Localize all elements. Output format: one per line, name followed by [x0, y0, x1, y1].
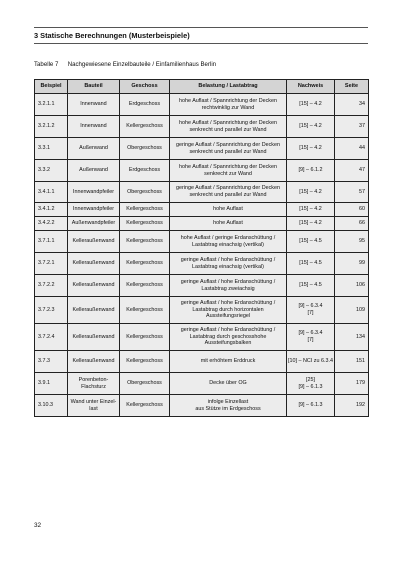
cell-geschoss: Obergeschoss — [120, 138, 170, 160]
results-table — [34, 79, 369, 417]
header-belastung: Belastung / Lastabtrag — [170, 80, 287, 94]
cell-nachweis: [10] – NCI zu 6.3.4 — [287, 351, 335, 373]
cell-seite: 95 — [335, 231, 369, 253]
cell-geschoss: Erdgeschoss — [120, 160, 170, 182]
cell-geschoss: Obergeschoss — [120, 373, 170, 395]
cell-belastung: hohe Auflast / Spannrichtung der Decken senkrecht und parallel zur Wand — [170, 116, 287, 138]
header-nachweis: Nachweis — [287, 80, 335, 94]
cell-nachweis: [9] – 6.3.4 [7] — [287, 297, 335, 324]
cell-geschoss: Kellergeschoss — [120, 395, 170, 417]
cell-seite: 66 — [335, 217, 369, 231]
table-row — [35, 373, 369, 395]
cell-beispiel: 3.7.1.1 — [35, 231, 68, 253]
cell-seite: 179 — [335, 373, 369, 395]
cell-bauteil: Kelleraußenwand — [68, 275, 120, 297]
table-row — [35, 94, 369, 116]
heading-rule — [34, 43, 368, 44]
cell-belastung: geringe Auflast / Spannrichtung der Decken senkrecht und parallel zur Wand — [170, 138, 287, 160]
cell-beispiel: 3.4.1.1 — [35, 182, 68, 203]
cell-nachweis: [25] [9] – 6.1.3 — [287, 373, 335, 395]
cell-belastung: mit erhöhtem Erddruck — [170, 351, 287, 373]
cell-geschoss: Obergeschoss — [120, 182, 170, 203]
cell-beispiel: 3.2.1.2 — [35, 116, 68, 138]
table-header-row — [35, 80, 369, 94]
table-row — [35, 217, 369, 231]
cell-bauteil: Innenwandpfeiler — [68, 182, 120, 203]
cell-seite: 192 — [335, 395, 369, 417]
cell-bauteil: Innenwand — [68, 116, 120, 138]
cell-bauteil: Porenbeton-Flachsturz — [68, 373, 120, 395]
table-row — [35, 324, 369, 351]
table-row — [35, 138, 369, 160]
cell-seite: 109 — [335, 297, 369, 324]
cell-belastung: geringe Auflast / hohe Erdanschüttung / Lastabtrag zweiachsig — [170, 275, 287, 297]
cell-bauteil: Innenwandpfeiler — [68, 203, 120, 217]
cell-bauteil: Außenwand — [68, 138, 120, 160]
cell-geschoss: Kellergeschoss — [120, 351, 170, 373]
header-seite: Seite — [335, 80, 369, 94]
cell-nachweis: [15] – 4.5 — [287, 231, 335, 253]
cell-belastung: Decke über OG — [170, 373, 287, 395]
cell-nachweis: [15] – 4.2 — [287, 94, 335, 116]
cell-nachweis: [15] – 4.2 — [287, 116, 335, 138]
cell-bauteil: Kelleraußenwand — [68, 324, 120, 351]
table-row — [35, 253, 369, 275]
table-row — [35, 160, 369, 182]
cell-beispiel: 3.4.1.2 — [35, 203, 68, 217]
cell-geschoss: Kellergeschoss — [120, 324, 170, 351]
cell-beispiel: 3.3.1 — [35, 138, 68, 160]
top-rule — [34, 27, 368, 28]
header-beispiel: Beispiel — [35, 80, 68, 94]
cell-belastung: hohe Auflast / geringe Erdanschüttung / Lastabtrag einachsig (vertikal) — [170, 231, 287, 253]
table-body — [35, 94, 369, 417]
cell-seite: 37 — [335, 116, 369, 138]
cell-nachweis: [15] – 4.2 — [287, 138, 335, 160]
cell-belastung: hohe Auflast — [170, 217, 287, 231]
cell-nachweis: [15] – 4.5 — [287, 275, 335, 297]
cell-geschoss: Kellergeschoss — [120, 275, 170, 297]
cell-beispiel: 3.9.1 — [35, 373, 68, 395]
cell-bauteil: Innenwand — [68, 94, 120, 116]
cell-bauteil: Kelleraußenwand — [68, 253, 120, 275]
cell-belastung: infolge Einzellast aus Stütze im Erdgeschoss — [170, 395, 287, 417]
cell-nachweis: [15] – 4.2 — [287, 182, 335, 203]
cell-seite: 60 — [335, 203, 369, 217]
page-number: 32 — [34, 522, 42, 529]
header-bauteil: Bauteil — [68, 80, 120, 94]
cell-beispiel: 3.4.2.2 — [35, 217, 68, 231]
cell-nachweis: [15] – 4.2 — [287, 217, 335, 231]
cell-bauteil: Kelleraußenwand — [68, 351, 120, 373]
table-row — [35, 395, 369, 417]
table-row — [35, 182, 369, 203]
cell-bauteil: Kelleraußenwand — [68, 297, 120, 324]
cell-beispiel: 3.7.2.3 — [35, 297, 68, 324]
cell-seite: 151 — [335, 351, 369, 373]
cell-nachweis: [15] – 4.5 — [287, 253, 335, 275]
cell-seite: 99 — [335, 253, 369, 275]
table-row — [35, 351, 369, 373]
cell-geschoss: Kellergeschoss — [120, 116, 170, 138]
cell-geschoss: Kellergeschoss — [120, 253, 170, 275]
table-caption — [34, 61, 216, 68]
cell-belastung: hohe Auflast — [170, 203, 287, 217]
cell-seite: 44 — [335, 138, 369, 160]
cell-belastung: hohe Auflast / Spannrichtung der Decken senkrecht zur Wand — [170, 160, 287, 182]
table-caption-label: Tabelle 7 — [34, 61, 59, 68]
table-row — [35, 203, 369, 217]
cell-belastung: geringe Auflast / hohe Erdanschüttung / Lastabtrag durch horizontalen Aussteifungsriegel — [170, 297, 287, 324]
table-row — [35, 297, 369, 324]
cell-nachweis: [9] – 6.1.3 — [287, 395, 335, 417]
header-geschoss: Geschoss — [120, 80, 170, 94]
cell-seite: 57 — [335, 182, 369, 203]
cell-bauteil: Außenwandpfeiler — [68, 217, 120, 231]
cell-beispiel: 3.3.2 — [35, 160, 68, 182]
cell-geschoss: Kellergeschoss — [120, 231, 170, 253]
cell-belastung: geringe Auflast / hohe Erdanschüttung / Lastabtrag einachsig (vertikal) — [170, 253, 287, 275]
table-row — [35, 116, 369, 138]
cell-geschoss: Erdgeschoss — [120, 94, 170, 116]
cell-beispiel: 3.7.3 — [35, 351, 68, 373]
cell-geschoss: Kellergeschoss — [120, 203, 170, 217]
cell-beispiel: 3.10.3 — [35, 395, 68, 417]
cell-nachweis: [15] – 4.2 — [287, 203, 335, 217]
cell-geschoss: Kellergeschoss — [120, 217, 170, 231]
cell-beispiel: 3.2.1.1 — [35, 94, 68, 116]
cell-belastung: geringe Auflast / Spannrichtung der Decken senkrecht und parallel zur Wand — [170, 182, 287, 203]
cell-beispiel: 3.7.2.4 — [35, 324, 68, 351]
table-caption-text: Nachgewiesene Einzelbauteile / Einfamilienhaus Berlin — [67, 61, 217, 68]
cell-bauteil: Wand unter Einzel-last — [68, 395, 120, 417]
cell-bauteil: Kelleraußenwand — [68, 231, 120, 253]
table-row — [35, 231, 369, 253]
section-heading: 3 Statische Berechnungen (Musterbeispiele) — [34, 31, 190, 40]
cell-belastung: hohe Auflast / Spannrichtung der Decken rechtwinklig zur Wand — [170, 94, 287, 116]
cell-seite: 34 — [335, 94, 369, 116]
cell-beispiel: 3.7.2.2 — [35, 275, 68, 297]
cell-beispiel: 3.7.2.1 — [35, 253, 68, 275]
cell-bauteil: Außenwand — [68, 160, 120, 182]
cell-nachweis: [9] – 6.3.4 [7] — [287, 324, 335, 351]
cell-nachweis: [9] – 6.1.2 — [287, 160, 335, 182]
cell-belastung: geringe Auflast / hohe Erdanschüttung / Lastabtrag durch geschosshohe Aussteifungsbalken — [170, 324, 287, 351]
table-row — [35, 275, 369, 297]
cell-geschoss: Kellergeschoss — [120, 297, 170, 324]
cell-seite: 47 — [335, 160, 369, 182]
cell-seite: 134 — [335, 324, 369, 351]
cell-seite: 106 — [335, 275, 369, 297]
